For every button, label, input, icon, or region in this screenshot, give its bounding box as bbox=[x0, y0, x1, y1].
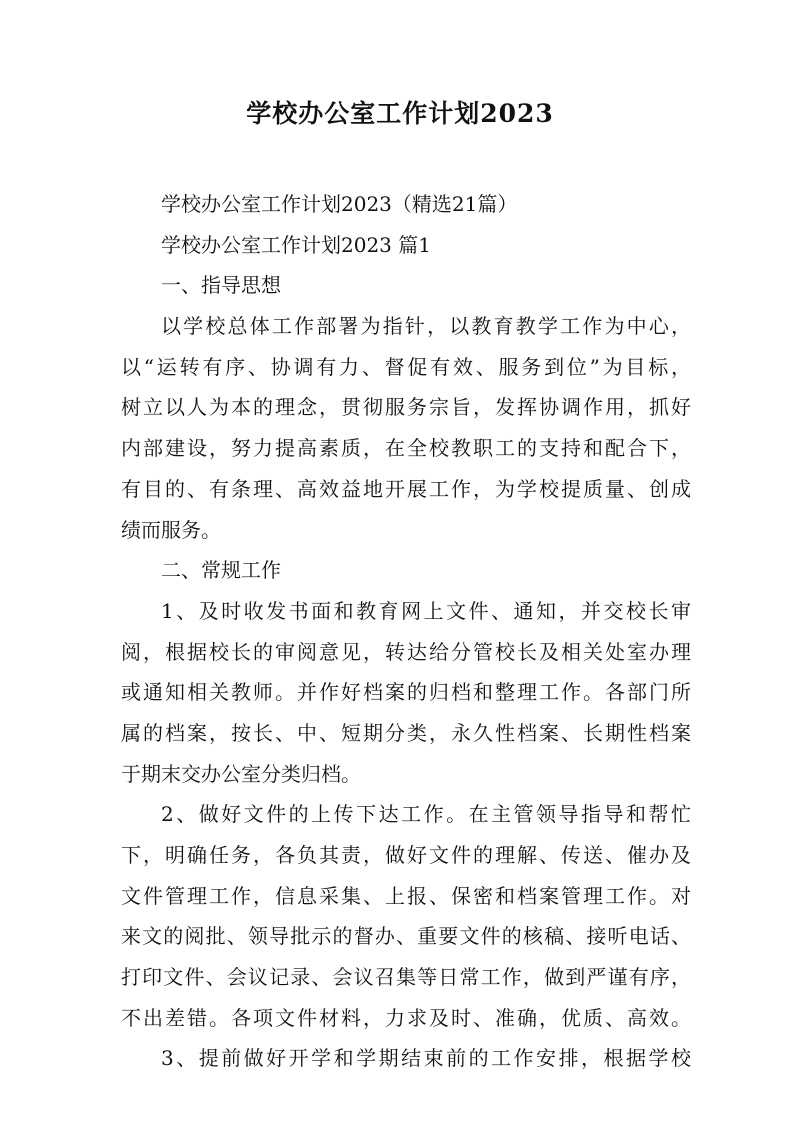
paragraph-line: 3、提前做好开学和学期结束前的工作安排，根据学校 bbox=[161, 1046, 691, 1071]
paragraph-line: 内部建设，努力提高素质，在全校教职工的支持和配合下， bbox=[121, 436, 691, 461]
paragraph-line: 1、及时收发书面和教育网上文件、通知，并交校长审 bbox=[161, 598, 691, 623]
paragraph-line: 不出差错。各项文件材料，力求及时、准确，优质、高效。 bbox=[121, 1005, 691, 1030]
paragraph-line: 或通知相关教师。并作好档案的归档和整理工作。各部门所 bbox=[121, 680, 691, 705]
paragraph-line: 有目的、有条理、高效益地开展工作，为学校提质量、创成 bbox=[121, 476, 691, 501]
document-body bbox=[121, 184, 691, 1079]
paragraph-line: 绩而服务。 bbox=[121, 517, 221, 542]
paragraph-line: 阅，根据校长的审阅意见，转达给分管校长及相关处室办理 bbox=[121, 639, 691, 664]
section-heading: 一、指导思想 bbox=[161, 273, 281, 298]
paragraph-line: 下，明确任务，各负其责，做好文件的理解、传送、催办及 bbox=[121, 843, 691, 867]
paragraph-line: 打印文件、会议记录、会议召集等日常工作，做到严谨有序， bbox=[121, 965, 691, 990]
paragraph-line: 学校办公室工作计划2023（精选21篇） bbox=[161, 192, 518, 216]
paragraph-line: 来文的阅批、领导批示的督办、重要文件的核稿、接听电话、 bbox=[121, 924, 691, 949]
paragraph-line: 以学校总体工作部署为指针，以教育教学工作为中心， bbox=[161, 314, 691, 339]
paragraph-line: 以“运转有序、协调有力、督促有效、服务到位”为目标， bbox=[121, 354, 691, 379]
paragraph-line: 属的档案，按长、中、短期分类，永久性档案、长期性档案 bbox=[121, 720, 691, 745]
paragraph-line: 于期末交办公室分类归档。 bbox=[121, 761, 361, 786]
paragraph-line: 树立以人为本的理念，贯彻服务宗旨，发挥协调作用，抓好 bbox=[121, 395, 691, 420]
paragraph-line: 文件管理工作，信息采集、上报、保密和档案管理工作。对 bbox=[121, 883, 691, 908]
paragraph-line: 2、做好文件的上传下达工作。在主管领导指导和帮忙 bbox=[161, 802, 691, 827]
paragraph-line: 学校办公室工作计划2023 篇1 bbox=[161, 232, 431, 257]
document-title: 学校办公室工作计划2023 bbox=[246, 99, 554, 128]
section-heading: 二、常规工作 bbox=[161, 558, 281, 583]
